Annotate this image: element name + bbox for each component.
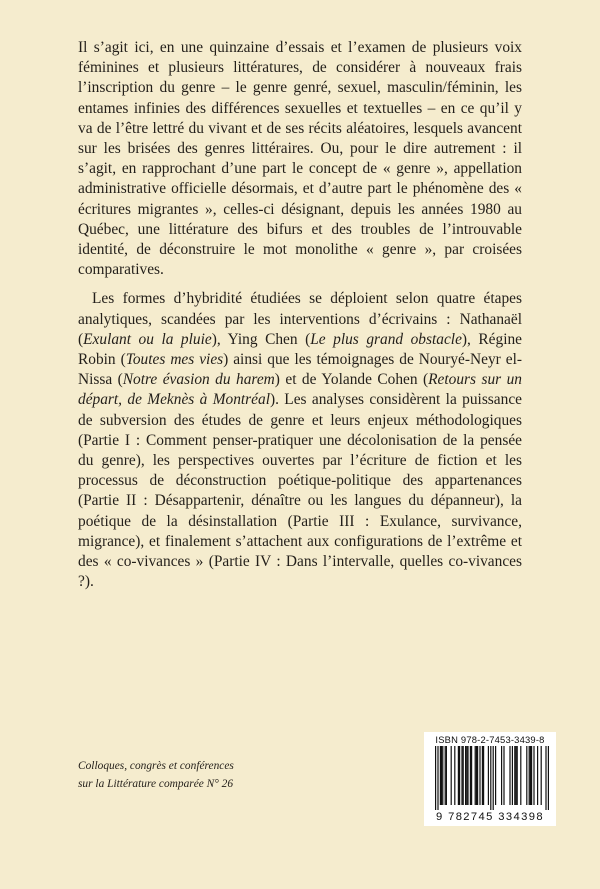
italic-title-run: Exulant ou la pluie	[83, 330, 212, 348]
barcode-bar	[509, 746, 510, 805]
barcode-bar	[526, 746, 527, 805]
barcode-bar	[440, 746, 441, 805]
barcode-bar	[467, 746, 468, 805]
series-line-2: sur la Littérature comparée N° 26	[78, 778, 234, 790]
barcode-graphic	[428, 746, 552, 810]
barcode-bar	[488, 746, 489, 805]
barcode-bar	[441, 746, 442, 805]
barcode-bar	[537, 746, 538, 805]
barcode-bar	[458, 746, 459, 805]
italic-title-run: Le plus grand obstacle	[310, 330, 462, 348]
barcode-bar	[437, 746, 438, 810]
barcode-bar	[477, 746, 478, 805]
barcode-bar	[482, 746, 483, 805]
italic-title-run: Retours sur un départ, de Meknès à Montréal	[78, 371, 522, 409]
barcode-bar	[476, 746, 477, 805]
text-run: ), Ying Chen (	[211, 330, 311, 348]
barcode-bar	[515, 746, 516, 805]
series-line-1: Colloques, congrès et conférences	[78, 760, 234, 772]
barcode-bar	[446, 746, 447, 805]
barcode-bar	[479, 746, 480, 805]
isbn-label: ISBN 978-2-7453-3439-8	[435, 734, 545, 745]
barcode-bar	[490, 746, 491, 810]
barcode-bar	[520, 746, 521, 805]
barcode-bar	[529, 746, 530, 805]
barcode-bar	[495, 746, 496, 805]
barcode-bar	[466, 746, 467, 805]
barcode-bar	[483, 746, 484, 805]
barcode-bar	[471, 746, 472, 805]
barcode-bar	[435, 746, 436, 810]
barcode-bar	[493, 746, 494, 810]
barcode-bar	[501, 746, 502, 805]
barcode-bar	[451, 746, 452, 805]
blurb-text	[78, 38, 522, 592]
barcode-bar	[503, 746, 504, 805]
italic-title-run: Toutes mes vies	[125, 351, 224, 369]
barcode-bar	[463, 746, 464, 805]
series-note	[78, 757, 308, 793]
barcode-bar	[512, 746, 513, 805]
barcode-bar	[514, 746, 515, 805]
blurb-paragraph-1	[78, 38, 522, 280]
barcode-bar	[545, 746, 546, 810]
text-run: ), Régine Robin (	[78, 330, 522, 369]
barcode-bar	[475, 746, 476, 805]
barcode-bar	[541, 746, 542, 805]
barcode-bar	[531, 746, 532, 805]
barcode-bar	[530, 746, 531, 805]
barcode-bar	[548, 746, 549, 810]
barcode-bar	[442, 746, 443, 805]
isbn-barcode-block	[424, 732, 556, 826]
text-run: ) ainsi que les témoignages de Nouryé-Neyr el-Nissa (	[78, 351, 522, 389]
barcode-bar	[465, 746, 466, 805]
barcode-bar	[445, 746, 446, 805]
barcode-bar	[461, 746, 462, 805]
text-run: ) et de Yolande Cohen (	[274, 371, 429, 389]
barcode-bar	[470, 746, 471, 805]
barcode-bar	[454, 746, 455, 805]
barcode-bar	[517, 746, 518, 805]
italic-title-run: Notre évasion du harem	[122, 371, 275, 389]
barcode-bar	[459, 746, 460, 805]
barcode-digits: 9 782745 334398	[435, 811, 545, 823]
text-run: ). Les analyses considèrent la puissance de subversion des études de genre et leurs enjeux méthodologiques (Partie I : Comment penser-pratiquer une décolonisation de la pensée du genre), les perspectives ouvertes par l’écriture de fiction et les processus de déconstruction poétique-politique des appartenances (Partie II : Désappartenir, dénaître ou les langues du dépanneur), la poétique de la désinstallation (Partie III : Exulance, survivance, migrance), et finalement s’attachent aux configurations de l’extrême et des « co-vivances » (Partie IV : Dans l’intervalle, quelles co-vivances ?).	[78, 391, 522, 591]
blurb-paragraph-2	[78, 289, 522, 592]
text-run: Les formes d’hybridité étudiées se déploient selon quatre étapes analytiques, scandées par les interventions d’écrivains : Nathanaël (	[78, 290, 522, 348]
text-run: Il s’agit ici, en une quinzaine d’essais et l’examen de plusieurs voix féminines et plusieurs littératures, de considérer à nouveaux frais l’inscription du genre – le genre genré, sexuel, masculin/féminin, les entames infinies des différences sexuelles et textuelles – en ce qu’il y va de l’être lettré du vivant et de ses récits aléatoires, lesquels avancent sur les brisées des genres littéraires. Ou, pour le dire autrement : il s’agit, en rapprochant d’une part le concept de « genre », appellation administrative officielle désormais, et d’autre part le phénomène des « écritures migrantes », celles-ci désignant, depuis les années 1980 au Québec, une littérature des bifurs et des troubles de l’introuvable identité, de déconstruire le mot monolithe « genre », par croisées comparatives.	[78, 39, 522, 279]
barcode-bar	[533, 746, 534, 805]
